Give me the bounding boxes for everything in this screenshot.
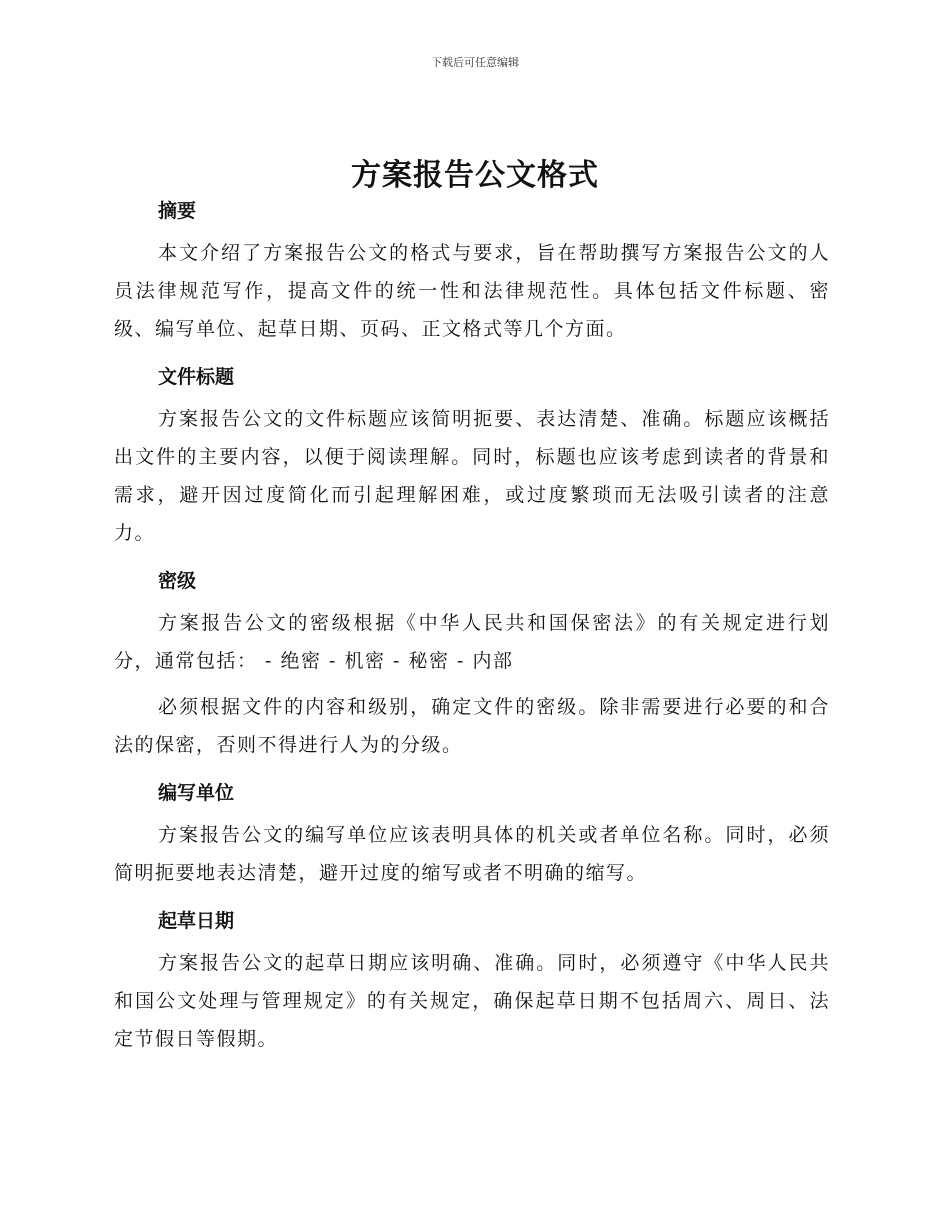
document-title: 方案报告公文格式: [351, 158, 599, 193]
section-paragraph: 必须根据文件的内容和级别，确定文件的密级。除非需要进行必要的和合法的保密，否则不得进行人为的分级。: [114, 696, 830, 756]
section-heading: 密级: [158, 570, 197, 592]
section-abstract: [114, 196, 830, 348]
section-classification: [114, 566, 830, 764]
section-heading: 起草日期: [158, 910, 235, 932]
page-header-note: 下载后可任意编辑: [431, 56, 519, 69]
section-heading: 编写单位: [158, 782, 235, 804]
section-paragraph: 方案报告公文的起草日期应该明确、准确。同时，必须遵守《中华人民共和国公文处理与管理规定》的有关规定，确保起草日期不包括周六、周日、法定节假日等假期。: [114, 952, 830, 1050]
section-paragraph: 本文介绍了方案报告公文的格式与要求，旨在帮助撰写方案报告公文的人员法律规范写作，提高文件的统一性和法律规范性。具体包括文件标题、密级、编写单位、起草日期、页码、正文格式等几个方面。: [114, 242, 830, 340]
section-heading: 摘要: [158, 200, 197, 222]
document-body: [114, 196, 830, 1058]
section-file-title: [114, 362, 830, 552]
section-paragraph: 方案报告公文的文件标题应该简明扼要、表达清楚、准确。标题应该概括出文件的主要内容，以便于阅读理解。同时，标题也应该考虑到读者的背景和需求，避开因过度简化而引起理解困难，或过度繁琐而无法吸引读者的注意力。: [114, 408, 830, 544]
section-paragraph: 方案报告公文的密级根据《中华人民共和国保密法》的有关规定进行划分，通常包括： - 绝密 - 机密 - 秘密 - 内部: [114, 612, 830, 672]
section-paragraph: 方案报告公文的编写单位应该表明具体的机关或者单位名称。同时，必须简明扼要地表达清楚，避开过度的缩写或者不明确的缩写。: [114, 824, 830, 884]
section-drafting-unit: [114, 778, 830, 892]
section-drafting-date: [114, 906, 830, 1058]
section-heading: 文件标题: [158, 366, 235, 388]
